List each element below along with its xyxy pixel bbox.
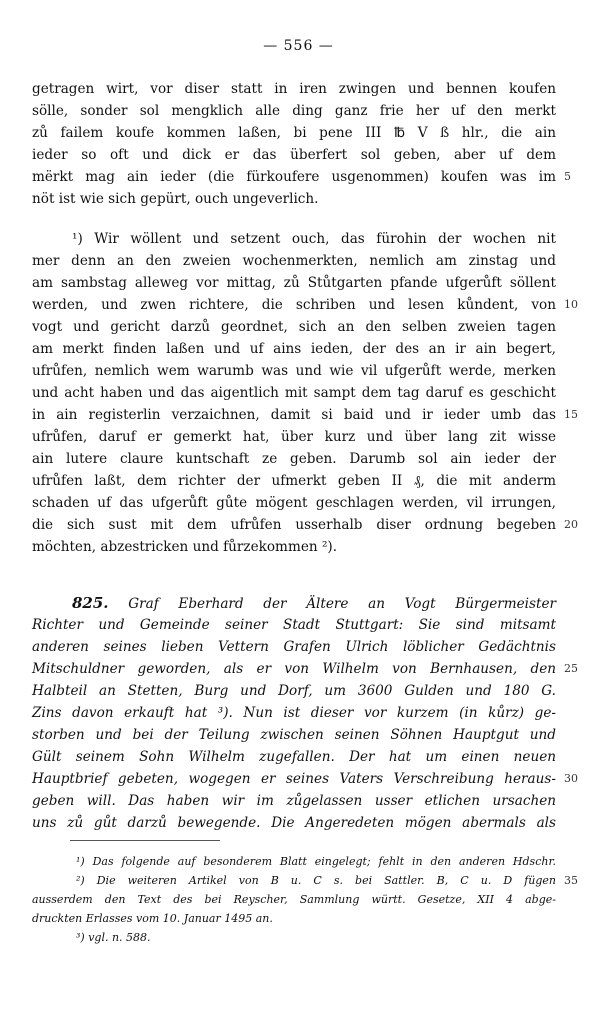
text-line: mer denn an den zweien wochenmerkten, nemlich am zinstag und [32, 253, 556, 269]
text-line: vogt und gericht darzů geordnet, sich an den selben zweien tagen [32, 319, 556, 335]
document-entry-825 [32, 592, 578, 834]
text-line: geben will. Das haben wir im zůgelassen usser etlichen ursachen [32, 793, 556, 809]
text-line: ufrůfen, daruf er gemerkt hat, über kurz und über lang zit wisse [32, 429, 556, 445]
text-line: zů failem koufe kommen laßen, bi pene III ℔ V ß hlr., die ain [32, 125, 556, 141]
text-line: möchten, abzestricken und fůrzekommen ²). [32, 539, 338, 555]
text-line: am merkt finden laßen und uf ains ieden, der des an ir ain begert, [32, 341, 556, 357]
text-line: uns zů gůt darzů bewegende. Die Angeredeten mögen abermals als [32, 815, 556, 831]
text-line: die sich sust mit dem ufrůfen usserhalb diser ordnung begeben [32, 517, 556, 533]
line-number: 30 [564, 772, 578, 785]
text-line: und acht haben und das aigentlich mit sampt dem tag daruf es geschicht [32, 385, 556, 401]
text-line: getragen wirt, vor diser statt in iren zwingen und bennen koufen [32, 81, 556, 97]
footnote-line: ³) vgl. n. 588. [76, 931, 151, 944]
text-line: anderen seines lieben Vettern Grafen Ulrich löblicher Gedächtnis [32, 639, 556, 655]
text-line: nöt ist wie sich gepürt, ouch ungeverlich. [32, 191, 319, 207]
footnote-divider [70, 840, 220, 841]
footnote-line: ausserdem den Text des bei Reyscher, Sammlung württ. Gesetze, XII 4 abge- [32, 893, 556, 906]
text-line: Graf Eberhard der Ältere an Vogt Bürgermeister [128, 596, 556, 612]
text-line: am sambstag alleweg vor mittag, zů Stůtgarten pfande ufgerůft söllent [32, 275, 556, 291]
text-line: Zins davon erkauft hat ³). Nun ist dieser vor kurzem (in kůrz) ge- [32, 705, 556, 721]
text-line: ¹) Wir wöllent und setzent ouch, das fürohin der wochen nit [72, 231, 556, 247]
line-number: 35 [564, 874, 578, 887]
text-line: Mitschuldner geworden, als er von Wilhelm von Bernhausen, den [32, 661, 556, 677]
footnotes [32, 852, 578, 947]
text-line: Richter und Gemeinde seiner Stadt Stuttgart: Sie sind mitsamt [32, 617, 556, 633]
paragraph-footnote-insert [32, 228, 578, 558]
text-line: Gült seinem Sohn Wilhelm zugefallen. Der hat um einen neuen [32, 749, 556, 765]
text-line: ufrůfen, nemlich wem warumb was und wie vil ufgerůft werde, merken [32, 363, 556, 379]
text-line: sölle, sonder sol mengklich alle ding ganz frie her uf den merkt [32, 103, 556, 119]
footnote-line: ¹) Das folgende auf besonderem Blatt eingelegt; fehlt in den anderen Hdschr. [76, 855, 556, 868]
text-line: ieder so oft und dick er das überfert sol geben, aber uf dem [32, 147, 556, 163]
text-line: mërkt mag ain ieder (die fürkoufere usgenommen) koufen was im [32, 169, 556, 185]
line-number: 15 [564, 408, 578, 421]
text-line: werden, und zwen richtere, die schriben und lesen kůndent, von [32, 297, 556, 313]
footnote-line: druckten Erlasses vom 10. Januar 1495 an. [32, 912, 273, 925]
paragraph-continuation [32, 78, 571, 210]
footnote-line: ²) Die weiteren Artikel von B u. C s. bei Sattler. B, C u. D fügen [76, 874, 556, 887]
text-line: schaden uf das ufgerůft gůte mögent geschlagen werden, vil irrungen, [32, 495, 556, 511]
page-number: — 556 — [263, 38, 334, 54]
line-number: 25 [564, 662, 578, 675]
line-number: 5 [564, 170, 571, 183]
text-line: storben und bei der Teilung zwischen seinen Söhnen Hauptgut und [32, 727, 556, 743]
text-line: ain lutere claure kuntschaft ze geben. Darumb sol ain ieder der [32, 451, 556, 467]
line-number: 20 [564, 518, 578, 531]
line-number: 10 [564, 298, 578, 311]
text-line: Halbteil an Stetten, Burg und Dorf, um 3600 Gulden und 180 G. [32, 683, 556, 699]
text-line: ufrůfen laßt, dem richter der ufmerkt geben II ₰, die mit anderm [32, 473, 556, 489]
text-line: Hauptbrief gebeten, wogegen er seines Vaters Verschreibung heraus- [32, 771, 556, 787]
entry-number: 825. [72, 594, 109, 612]
text-line: in ain registerlin verzaichnen, damit si baid und ir ieder umb das [32, 407, 556, 423]
